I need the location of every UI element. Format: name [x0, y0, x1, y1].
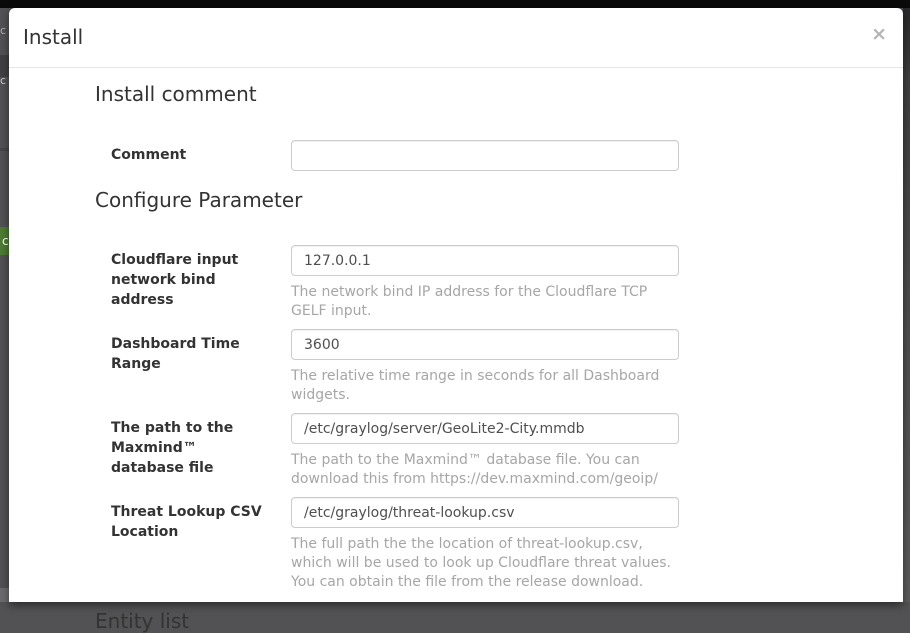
modal-title: Install — [23, 25, 84, 49]
comment-input[interactable] — [291, 140, 679, 171]
threat-csv-input[interactable] — [291, 497, 679, 528]
background-footer-band — [0, 588, 9, 602]
dimmed-page-left-edge — [0, 8, 9, 602]
bind-address-input[interactable] — [291, 245, 679, 276]
comment-field-row — [95, 140, 873, 171]
threat-csv-help: The full path the the location of threat-lookup.csv, which will be used to look up Cloudflare threat values. You can obtain the file from the release download. — [291, 536, 671, 590]
dashboard-time-range-field-row — [95, 329, 873, 405]
dimmed-page-right-edge — [903, 8, 910, 602]
threat-csv-field-row — [95, 497, 873, 592]
threat-csv-label: Threat Lookup CSV Location — [111, 504, 262, 540]
maxmind-path-field-row — [95, 413, 873, 489]
background-partial-text: c — [0, 24, 7, 37]
dashboard-time-range-input[interactable] — [291, 329, 679, 360]
entity-list-heading: Entity list — [95, 609, 190, 633]
modal-body — [9, 83, 903, 632]
maxmind-path-label: The path to the Maxmind™ database file — [111, 420, 234, 476]
maxmind-path-help: The path to the Maxmind™ database file. You can download this from https://dev.maxmind.com/geoip/ — [291, 452, 658, 487]
configure-parameter-heading: Configure Parameter — [95, 188, 303, 212]
background-green-button-fragment: c — [0, 227, 9, 255]
dashboard-time-range-label: Dashboard Time Range — [111, 336, 240, 372]
maxmind-path-input[interactable] — [291, 413, 679, 444]
background-partial-text: c — [0, 74, 7, 87]
install-modal — [9, 8, 903, 633]
close-icon[interactable]: × — [871, 23, 887, 45]
bind-address-field-row — [95, 245, 873, 321]
install-comment-heading: Install comment — [95, 82, 257, 106]
dashboard-time-range-help: The relative time range in seconds for all Dashboard widgets. — [291, 368, 660, 403]
background-divider-band — [0, 148, 9, 151]
bind-address-label: Cloudflare input network bind address — [111, 252, 239, 308]
modal-header — [9, 8, 903, 68]
bind-address-help: The network bind IP address for the Cloudflare TCP GELF input. — [291, 284, 648, 319]
comment-label: Comment — [111, 147, 187, 163]
page-top-bar — [0, 0, 910, 8]
